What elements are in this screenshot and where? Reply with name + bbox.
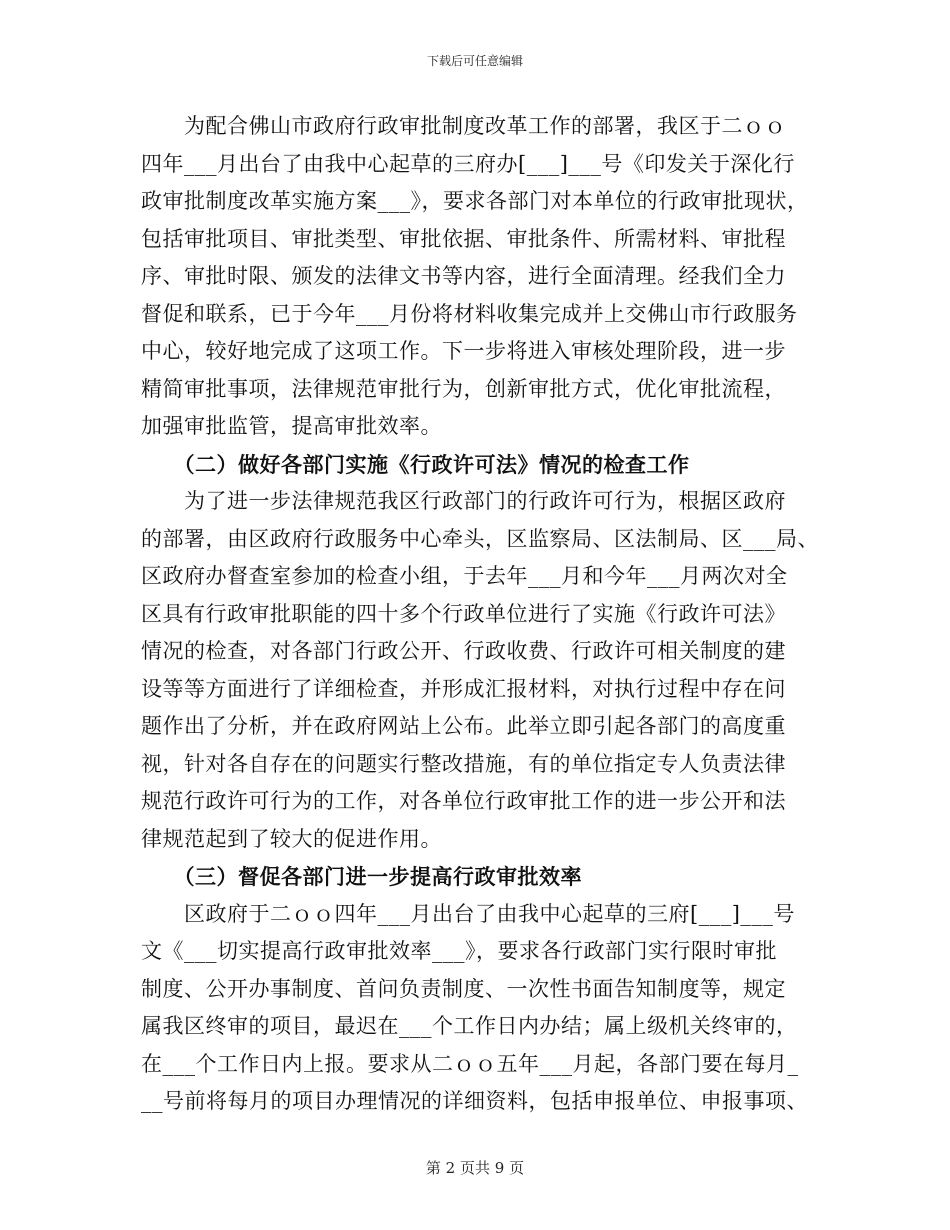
paragraph-line: 区具有行政审批职能的四十多个行政单位进行了实施《行政许可法》 [141,601,786,626]
section-heading: （三）督促各部门进一步提高行政审批效率 [141,864,582,889]
paragraph-line: 规范行政许可行为的工作，对各单位行政审批工作的进一步公开和法 [141,789,786,813]
paragraph-line: 政审批制度改革实施方案___》，要求各部门对本单位的行政审批现状， [141,189,809,213]
paragraph-line: 包括审批项目、审批类型、审批依据、审批条件、所需材料、审批程 [141,226,786,251]
document-body [141,108,821,1121]
paragraph-line: 中心，较好地完成了这项工作。下一步将进入审核处理阶段，进一步 [141,339,786,363]
paragraph-line: 区政府办督查室参加的检查小组，于去年___月和今年___月两次对全 [141,564,788,588]
paragraph-line: 为了进一步法律规范我区行政部门的行政许可行为，根据区政府 [141,489,786,513]
page-header: 下载后可任意编辑 [426,54,523,68]
paragraph-line: 视，针对各自存在的问题实行整改措施，有的单位指定专人负责法律 [141,751,786,776]
paragraph-line: 区政府于二ｏｏ四年___月出台了由我中心起草的三府[___]___号 [141,901,795,926]
paragraph-line: 题作出了分析，并在政府网站上公布。此举立即引起各部门的高度重 [141,714,786,738]
paragraph-line: 精简审批事项，法律规范审批行为，创新审批方式，优化审批流程， [141,376,786,401]
page-footer: 第 2 页共 9 页 [425,1159,525,1177]
paragraph-line: 文《___切实提高行政审批效率___》，要求各行政部门实行限时审批 [141,939,777,963]
paragraph-line: 情况的检查，对各部门行政公开、行政收费、行政许可相关制度的建 [141,639,786,663]
paragraph-line: 督促和联系，已于今年___月份将材料收集完成并上交佛山市行政服务 [141,301,798,326]
paragraph-line: 设等等方面进行了详细检查，并形成汇报材料，对执行过程中存在问 [141,676,786,701]
paragraph-line: __号前将每月的项目办理情况的详细资料，包括申报单位、申报事项、 [141,1089,808,1113]
paragraph-line: 制度、公开办事制度、首问负责制度、一次性书面告知制度等，规定 [141,976,786,1001]
paragraph-line: 序、审批时限、颁发的法律文书等内容，进行全面清理。经我们全力 [141,264,786,288]
paragraph-line: 属我区终审的项目，最迟在___个工作日内办结；属上级机关终审的， [141,1014,798,1038]
paragraph-line: 加强审批监管，提高审批效率。 [141,414,442,438]
paragraph-line: 的部署，由区政府行政服务中心牵头，区监察局、区法制局、区___局、 [141,526,819,551]
paragraph-line: 四年___月出台了由我中心起草的三府办[___]___号《印发关于深化行 [141,151,795,176]
paragraph-line: 律规范起到了较大的促进作用。 [141,826,442,851]
section-heading: （二）做好各部门实施《行政许可法》情况的检查工作 [141,451,690,477]
paragraph-line: 为配合佛山市政府行政审批制度改革工作的部署，我区于二ｏｏ [141,114,786,138]
paragraph-line: 在___个工作日内上报。要求从二ｏｏ五年___月起，各部门要在每月_ [141,1051,799,1076]
